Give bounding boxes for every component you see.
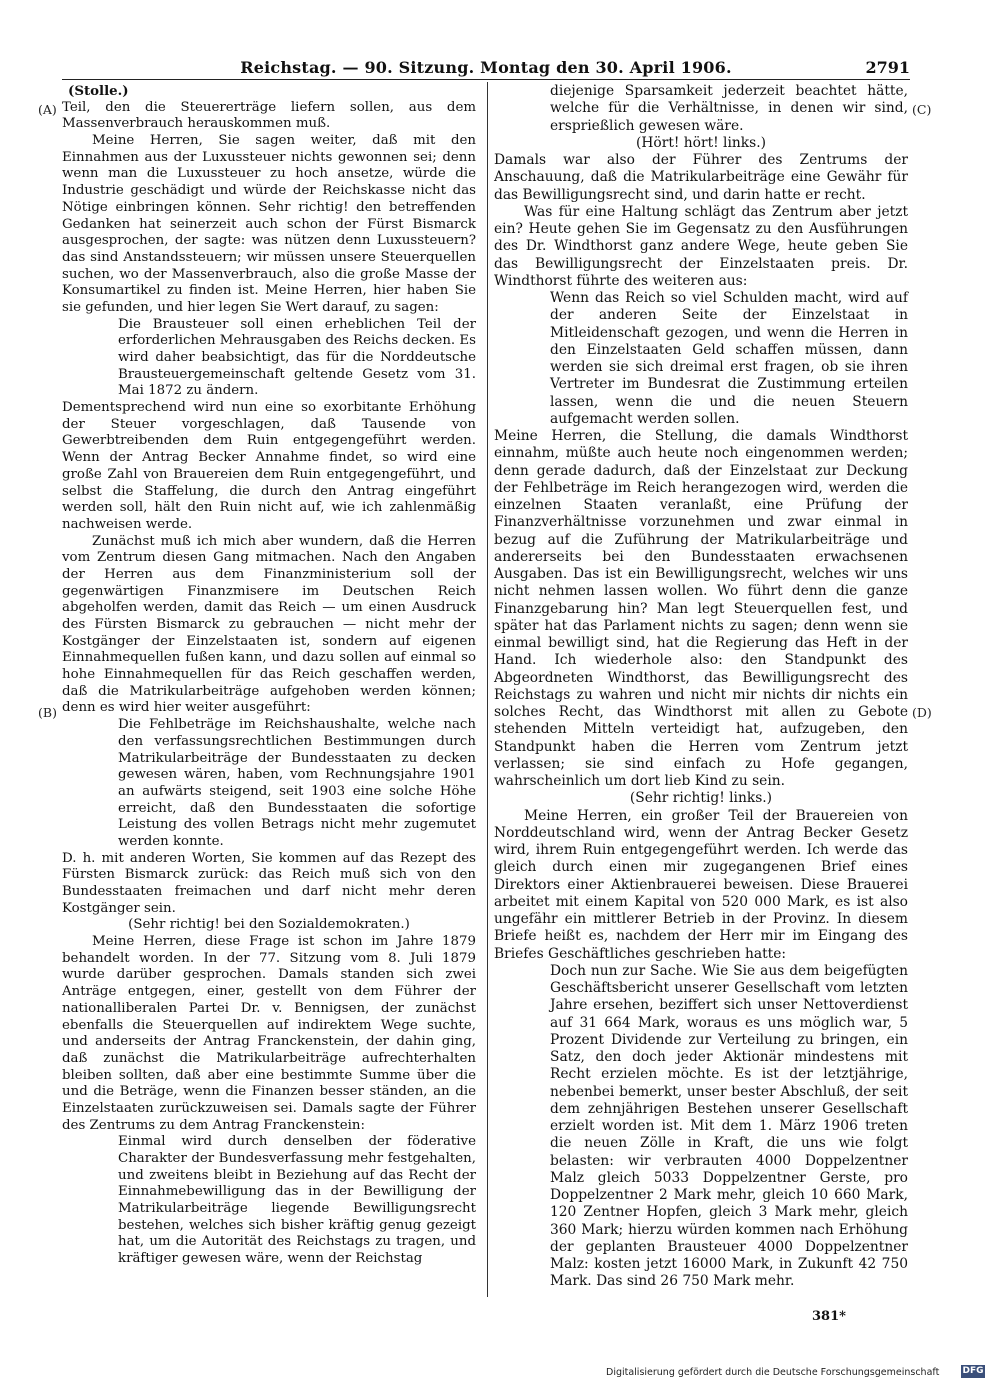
margin-marker-b: (B): [38, 705, 57, 720]
quotation: Doch nun zur Sache. Wie Sie aus dem beigefügten Geschäftsbericht unserer Gesellschaft vom letzten Jahre ersehen, beziffert sich unser Nettoverdienst auf 31 664 Mark, woraus es uns möglich war, 5 Prozent Dividende zur Verteilung zu bringen, ein Satz, den doch jeder Aktionär mindestens mit Recht erzielen möchte. Es ist der letztjährige, nebenbei bemerkt, unser bester Abschluß, der seit dem zehnjährigen Bestehen unserer Gesellschaft erzielt worden ist. Mit dem 1. März 1906 treten die neuen Zölle in Kraft, die uns wie folgt belasten: wir verbrauten 4000 Doppelzentner Malz gleich 5033 Doppelzentner Gerste, pro Doppelzentner 2 Mark mehr, gleich 10 660 Mark, 120 Zentner Hopfen, gleich 3 Mark mehr, gleich 360 Mark; hierzu würden kommen nach Erhöhung der geplanten Brausteuer 4000 Doppelzentner Malz: kosten jetzt 16000 Mark, in Zukunft 42 750 Mark. Das sind 26 750 Mark mehr.: [550, 962, 908, 1290]
quotation: Wenn das Reich so viel Schulden macht, wird auf der anderen Seite der Einzelstaat in Mitleidenschaft gezogen, und wenn die Herren in den Einzelstaaten Geld schaffen müssen, dann werden sie sich dreimal erst fragen, ob sie ihren Vertreter im Bundesrat die Zustimmung erteilen lassen, wenn die und die neuen Steuern aufgemacht werden sollen.: [550, 290, 908, 427]
paragraph: Meine Herren, Sie sagen weiter, daß mit den Einnahmen aus der Luxussteuer nichts gewonnen sei; denn wenn man die Luxussteuer zu hoch ansetze, würde die Industrie geschädigt und würde der Reichskasse nicht das Nötige einbringen können. Sehr richtig! den betreffenden Gedanken hat seinerzeit auch schon der Fürst Bismarck ausgesprochen, der sagte: was nützen denn Luxussteuern? das sind Anstandssteuern; wir müssen unsere Steuerquellen suchen, wo der Massenverbrauch, also die große Masse der Konsumartikel zu finden ist. Meine Herren, hier haben Sie sie gefunden, und hier legen Sie Wert darauf, zu sagen:: [62, 133, 476, 315]
dfg-logo: DFG: [962, 1366, 984, 1376]
interjection: (Sehr richtig! bei den Sozialdemokraten.): [128, 917, 410, 933]
running-header: [62, 58, 910, 80]
quotation: Die Brausteuer soll einen erheblichen Teil der erforderlichen Mehrausgaben des Reichs decken. Es wird daher beabsichtigt, das für die Norddeutsche Brausteuergemeinschaft geltende Gesetz vom 31. Mai 1872 zu ändern.: [118, 316, 476, 399]
column-divider: [487, 82, 488, 1297]
left-column: [62, 83, 476, 1268]
paragraph: Damals war also der Führer des Zentrums der Anschauung, daß die Matrikularbeiträge eine Gewähr für das Bewilligungsrecht sind, und darin hatte er recht.: [494, 152, 908, 203]
quotation: diejenige Sparsamkeit jederzeit beachtet hätte, welche für die Verhältnisse, in denen wir sind, ersprießlich gewesen wäre.: [550, 83, 908, 134]
interjection: (Sehr richtig! links.): [629, 790, 773, 807]
running-title: Reichstag. — 90. Sitzung. Montag den 30. April 1906.: [240, 58, 732, 77]
speaker-name: (Stolle.): [68, 83, 129, 99]
signature-mark: 381*: [812, 1309, 846, 1324]
paragraph: Meine Herren, ein großer Teil der Brauereien von Norddeutschland wird, wenn der Antrag Becker Gesetz wird, ihrem Ruin entgegengeführt werden. Ich werde das gleich durch einen mir zugegangenen Brief eines Direktors einer Aktienbrauerei beweisen. Diese Brauerei arbeitet mit einem Kapital von 520 000 Mark, es ist also ungefähr ein mittlerer Betrieb in der Provinz. In diesem Briefe heißt es, nachdem der Herr mir im Eingang des Briefes Geschäftliches geschrieben hatte:: [494, 807, 908, 962]
page-number: 2791: [865, 58, 910, 77]
paragraph: Was für eine Haltung schlägt das Zentrum aber jetzt ein? Heute gehen Sie im Gegensatz zu den Ausführungen des Dr. Windthorst ganz andere Wege, heute geben Sie das Bewilligungsrecht der Einzelstaaten preis. Dr. Windthorst führte des weiteren aus:: [494, 203, 908, 289]
quotation: Einmal wird durch denselben der föderative Charakter der Bundesverfassung mehr festgehalten, und zweitens bleibt in Beziehung auf das Recht der Einnahmebewilligung das in der Bewilligung der Matrikularbeiträge liegende Bewilligungsrecht bestehen, welches sich bisher kräftig genug gezeigt hat, um die Autorität des Reichstags zu tragen, und kräftiger gewesen wäre, wenn der Reichstag: [118, 1134, 476, 1267]
quotation: Die Fehlbeträge im Reichshaushalte, welche nach den verfassungsrechtlichen Bestimmungen durch Matrikularbeiträge der Bundesstaaten zu decken gewesen wären, haben, vom Rechnungsjahre 1901 an aufwärts steigend, seit 1903 eine solche Höhe erreicht, daß den Bundesstaaten die sofortige Leistung des vollen Betrags nicht mehr zugemutet werden konnte.: [118, 717, 476, 849]
margin-marker-d: (D): [912, 705, 932, 720]
paragraph: Zunächst muß ich mich aber wundern, daß die Herren vom Zentrum diesen Gang mitmachen. Nach den Angaben der Herren aus dem Finanzministerium soll der gegenwärtigen Finanzmisere im Deutschen Reich abgeholfen werden, damit das Reich — um einen Ausdruck des Fürsten Bismarck zu gebrauchen — nicht mehr der Kostgänger der Einzelstaaten ist, sondern auf eigenen Einnahmequellen fußen kann, und dazu sollen auf einmal so hohe Einnahmequellen für das Reich geschaffen werden, daß die Matrikularbeiträge aufgehoben werden können; denn es wird hier weiter ausgeführt:: [62, 533, 476, 716]
right-column: [494, 83, 908, 1291]
margin-marker-c: (C): [912, 102, 932, 117]
paragraph: D. h. mit anderen Worten, Sie kommen auf das Rezept des Fürsten Bismarck zurück: das Reich muß sich von den Bundesstaaten freimachen und darf nicht mehr deren Kostgänger sein.: [62, 850, 476, 916]
interjection: (Hört! hört! links.): [636, 134, 766, 151]
paragraph: Meine Herren, diese Frage ist schon im Jahre 1879 behandelt worden. In der 77. Sitzung vom 8. Juli 1879 wurde darüber gesprochen. Damals standen sich zwei Anträge entgegen, einer, gestellt von dem Führer der nationalliberalen Partei Dr. v. Bennigsen, der zunächst ebenfalls die Steuerquellen auf indirektem Wege suchte, und anderseits der Antrag Franckenstein, der dahin ging, daß zunächst die Matrikularbeiträge aufrechterhalten bleiben sollten, daß aber eine bestimmte Summe über die und die Beträge, wenn die Finanzen besser ständen, an die Einzelstaaten zurückzuweisen sei. Damals sagte der Führer des Zentrums zu dem Antrag Franckenstein:: [62, 934, 476, 1133]
header-rule: [62, 79, 910, 80]
paragraph: Meine Herren, die Stellung, die damals Windthorst einnahm, müßte auch heute noch eingenommen werden; denn gerade dadurch, daß der Einzelstaat zur Deckung der Fehlbeträge im Reich herangezogen wird, werden die einzelnen Staaten veranlaßt, eine Prüfung der Finanzverhältnisse vorzunehmen und zwar einmal in bezug auf die Zuführung der Matrikularbeiträge und andererseits bei den Bundesstaaten erwachsenen Ausgaben. Das ist ein Bewilligungsrecht, welches wir uns nicht nehmen lassen wollen. Wo führt denn die ganze Finanzgebarung hin? Man legt Steuerquellen fest, und später hat das Parlament nichts zu sagen; denn wenn sie einmal bewilligt sind, hat die Regierung das Heft in der Hand. Ich wiederhole also: den Standpunkt des Abgeordneten Windthorst, das Bewilligungsrecht des Reichstags zu wahren und nicht mir nichts dir nichts ein solches Recht, das Windthorst mit allen zu Gebote stehenden Mitteln verteidigt hat, aufzugeben, den Standpunkt haben die Herren vom Zentrum jetzt verlassen; sie sind einfach zu Hofe gegangen, wahrscheinlich um dort lieb Kind zu sein.: [494, 428, 908, 789]
margin-marker-a: (A): [38, 102, 57, 117]
paragraph: Dementsprechend wird nun eine so exorbitante Erhöhung der Steuer vorgeschlagen, daß Tausende von Gewerbtreibenden dem Ruin entgegengeführt werden. Wenn der Antrag Becker Annahme findet, so wird eine große Zahl von Brauereien dem Ruin entgegengeführt, und selbst die Staffelung, die durch den Antrag eingeführt werden soll, hält den Ruin nicht auf, wie ich zahlenmäßig nachweisen werde.: [62, 400, 476, 532]
paragraph: Teil, den die Steuererträge liefern sollen, aus dem Massenverbrauch herauskommen muß.: [62, 99, 476, 132]
digitization-credit: Digitalisierung gefördert durch die Deutsche Forschungsgemeinschaft: [606, 1367, 940, 1378]
